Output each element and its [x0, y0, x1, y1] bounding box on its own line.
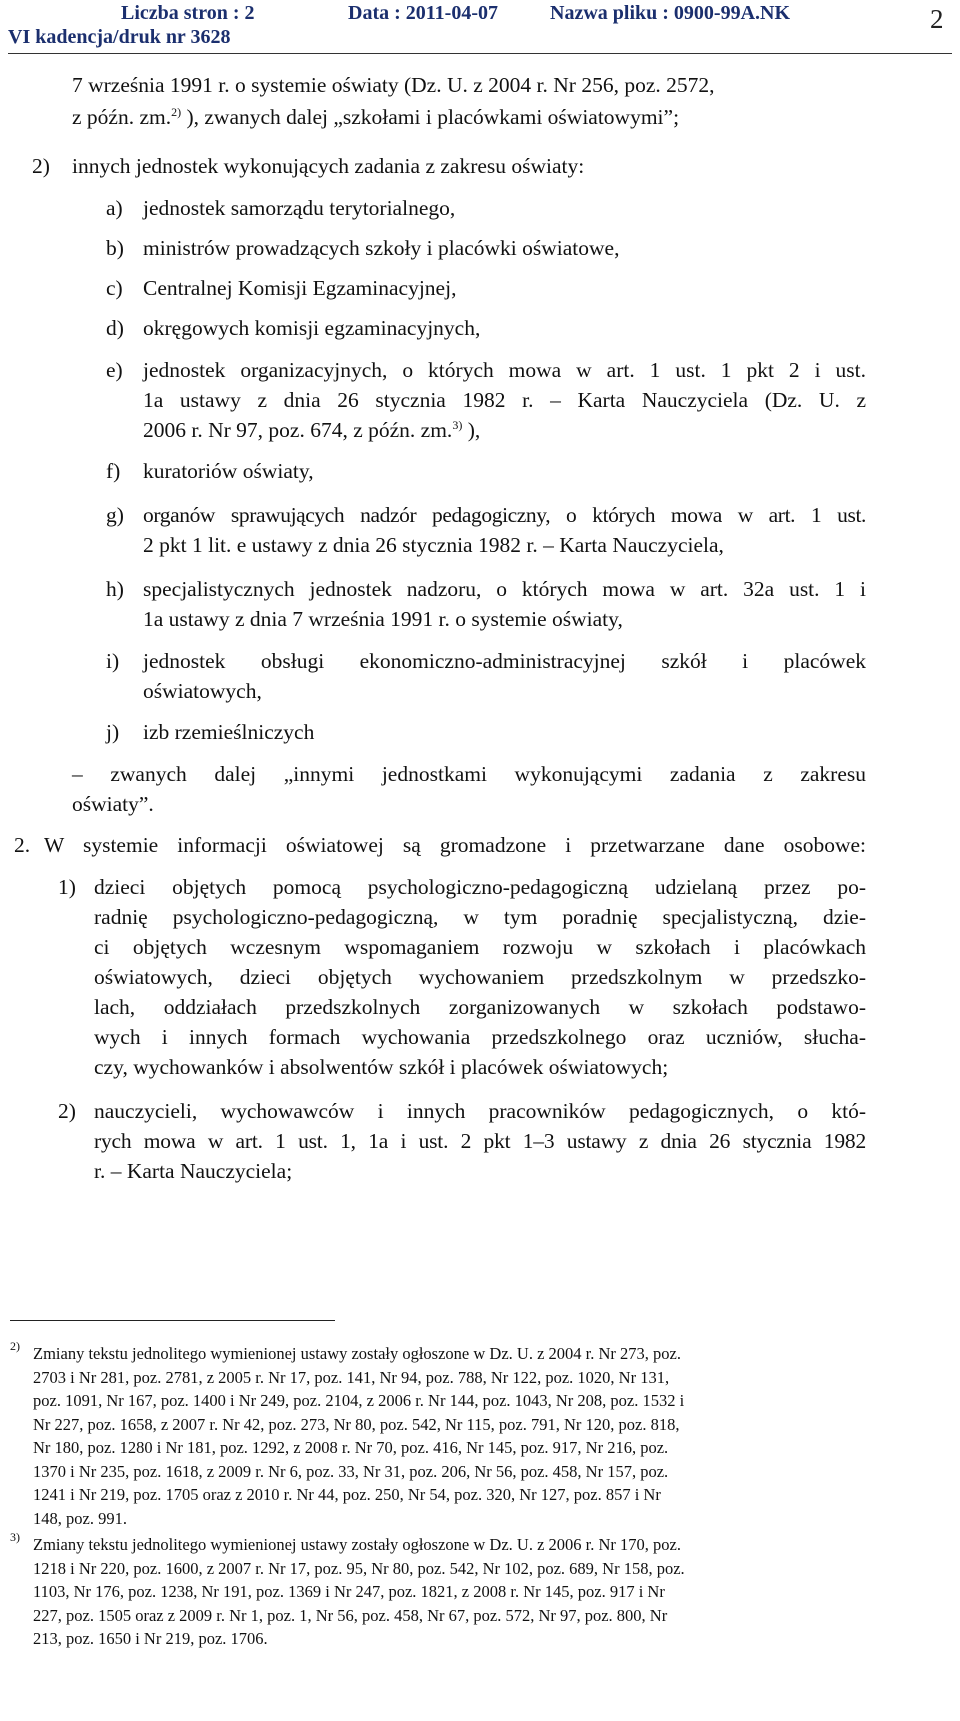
item-j-label: j): [106, 720, 120, 744]
footnote-3-mark: 3): [10, 1530, 20, 1544]
point-1-line-3: ci objętych wczesnym wspomaganiem rozwoju w szkołach i placówkach: [94, 935, 866, 959]
point-2-line-3: r. – Karta Nauczyciela;: [94, 1159, 293, 1183]
item-e-line-3: 2006 r. Nr 97, poz. 674, z późn. zm.$^{3)}$ ),: [143, 417, 481, 442]
footnote-divider: [10, 1320, 335, 1321]
closing-line-2: oświaty”.: [72, 792, 154, 816]
footnote-2-line: 2703 i Nr 281, poz. 2781, z 2005 r. Nr 17, poz. 141, Nr 94, poz. 788, Nr 122, poz. 1020, Nr 131,: [33, 1367, 670, 1387]
point-1-line-7: czy, wychowanków i absolwentów szkół i placówek oświatowych;: [94, 1055, 669, 1079]
point-1-line-4: oświatowych, dzieci objętych wychowaniem przedszkolnym w przedszko-: [94, 965, 866, 989]
section-2-number: 2.: [14, 833, 31, 857]
item-2-text: innych jednostek wykonujących zadania z zakresu oświaty:: [72, 154, 585, 178]
point-1-line-5: lach, oddziałach przedszkolnych zorganizowanych w szkołach podstawo-: [94, 995, 866, 1019]
file-name: Nazwa pliku : 0900-99A.NK: [550, 2, 791, 24]
section-2-text: W systemie informacji oświatowej są gromadzone i przetwarzane dane osobowe:: [44, 833, 866, 857]
item-a-text: jednostek samorządu terytorialnego,: [143, 196, 456, 220]
item-d-label: d): [106, 316, 124, 340]
item-c-text: Centralnej Komisji Egzaminacyjnej,: [143, 276, 457, 300]
footnote-2-line: 1370 i Nr 235, poz. 1618, z 2009 r. Nr 6, poz. 33, Nr 31, poz. 206, Nr 56, poz. 458, Nr 157, poz.: [33, 1461, 669, 1481]
item-c-label: c): [106, 276, 123, 300]
item-e-line-1: jednostek organizacyjnych, o których mowa w art. 1 ust. 1 pkt 2 i ust.: [143, 358, 866, 382]
footnote-3-line: Zmiany tekstu jednolitego wymienionej ustawy zostały ogłoszone w Dz. U. z 2006 r. Nr 170, poz.: [33, 1535, 681, 1554]
page-number: 2: [930, 4, 944, 34]
item-i-label: i): [106, 649, 120, 673]
item-g-line-2: 2 pkt 1 lit. e ustawy z dnia 26 stycznia 1982 r. – Karta Nauczyciela,: [143, 533, 724, 557]
footnote-3-line: 1103, Nr 176, poz. 1238, Nr 191, poz. 1369 i Nr 247, poz. 1821, z 2008 r. Nr 145, poz. 917 i Nr: [33, 1582, 665, 1601]
item-g-label: g): [106, 503, 124, 527]
item-g-line-1: organów sprawujących nadzór pedagogiczny, o których mowa w art. 1 ust.: [143, 503, 866, 527]
footnote-2-line: Zmiany tekstu jednolitego wymienionej ustawy zostały ogłoszone w Dz. U. z 2004 r. Nr 273, poz.: [33, 1344, 681, 1363]
item-f-text: kuratoriów oświaty,: [143, 459, 314, 483]
footnote-2-line: 148, poz. 991.: [33, 1508, 127, 1528]
footnote-3-line: 213, poz. 1650 i Nr 219, poz. 1706.: [33, 1629, 268, 1648]
item-a-label: a): [106, 196, 123, 220]
item-f-label: f): [106, 459, 121, 483]
footnote-ref-3: 3): [452, 417, 463, 432]
intro-line-1: 7 września 1991 r. o systemie oświaty (Dz. U. z 2004 r. Nr 256, poz. 2572,: [72, 73, 715, 97]
footnote-2-mark: 2): [10, 1339, 20, 1353]
footnote-2-line: poz. 1091, Nr 167, poz. 1400 i Nr 249, poz. 2104, z 2006 r. Nr 144, poz. 1043, Nr 208, poz. 1532 i: [33, 1391, 685, 1410]
footnote-2-line: Nr 227, poz. 1658, z 2007 r. Nr 42, poz. 273, Nr 80, poz. 542, Nr 115, poz. 791, Nr 120, poz. 818,: [33, 1414, 680, 1434]
point-1-line-1: dzieci objętych pomocą psychologiczno-pedagogiczną udzielaną przez po-: [94, 875, 866, 899]
footnote-2-line: Nr 180, poz. 1280 i Nr 181, poz. 1292, z 2008 r. Nr 70, poz. 416, Nr 145, poz. 917, Nr 216, poz.: [33, 1438, 669, 1457]
point-2-line-2: rych mowa w art. 1 ust. 1, 1a i ust. 2 pkt 1–3 ustawy z dnia 26 stycznia 1982: [94, 1129, 866, 1153]
intro-line-2: z późn. zm.$^{2)}$ ), zwanych dalej „szkołami i placówkami oświatowymi”;: [72, 104, 680, 129]
point-1-line-2: radnię psychologiczno-pedagogiczną, w tym poradnię specjalistyczną, dzie-: [94, 905, 866, 929]
item-b-label: b): [106, 236, 124, 260]
closing-line-1: – zwanych dalej „innymi jednostkami wykonującymi zadania z zakresu: [72, 762, 866, 786]
footnote-3-line: 1218 i Nr 220, poz. 1600, z 2007 r. Nr 17, poz. 95, Nr 80, poz. 542, Nr 102, poz. 689, Nr 158, poz.: [33, 1558, 685, 1578]
item-e-line-2: 1a ustawy z dnia 26 stycznia 1982 r. – Karta Nauczyciela (Dz. U. z: [143, 388, 866, 412]
header-divider: [8, 53, 952, 54]
item-e-label: e): [106, 358, 123, 382]
point-2-line-1: nauczycieli, wychowawców i innych pracowników pedagogicznych, o któ-: [94, 1099, 866, 1123]
item-i-line-2: oświatowych,: [143, 679, 262, 703]
item-2-number: 2): [32, 154, 50, 178]
item-j-text: izb rzemieślniczych: [143, 720, 315, 744]
page-count: Liczba stron : 2: [121, 2, 255, 24]
point-1-line-6: wych i innych formach wychowania przedszkolnego oraz uczniów, słucha-: [94, 1025, 866, 1049]
page-header: [0, 0, 960, 58]
item-b-text: ministrów prowadzących szkoły i placówki oświatowe,: [143, 236, 620, 260]
footnote-ref-2: 2): [171, 104, 182, 119]
document-date: Data : 2011-04-07: [348, 2, 498, 24]
footnote-3-line: 227, poz. 1505 oraz z 2009 r. Nr 1, poz. 1, Nr 56, poz. 458, Nr 67, poz. 572, Nr 97, poz. 800, Nr: [33, 1605, 668, 1625]
item-h-line-2: 1a ustawy z dnia 7 września 1991 r. o systemie oświaty,: [143, 607, 623, 631]
footnote-2-line: 1241 i Nr 219, poz. 1705 oraz z 2010 r. Nr 44, poz. 250, Nr 54, poz. 320, Nr 127, poz. 857 i Nr: [33, 1485, 661, 1504]
point-1-number: 1): [58, 875, 76, 899]
item-h-label: h): [106, 577, 124, 601]
item-i-line-1: jednostek obsługi ekonomiczno-administracyjnej szkół i placówek: [143, 649, 866, 673]
item-h-line-1: specjalistycznych jednostek nadzoru, o których mowa w art. 32a ust. 1 i: [143, 577, 866, 601]
item-d-text: okręgowych komisji egzaminacyjnych,: [143, 316, 481, 340]
print-number: VI kadencja/druk nr 3628: [8, 26, 231, 48]
point-2-number: 2): [58, 1099, 76, 1123]
